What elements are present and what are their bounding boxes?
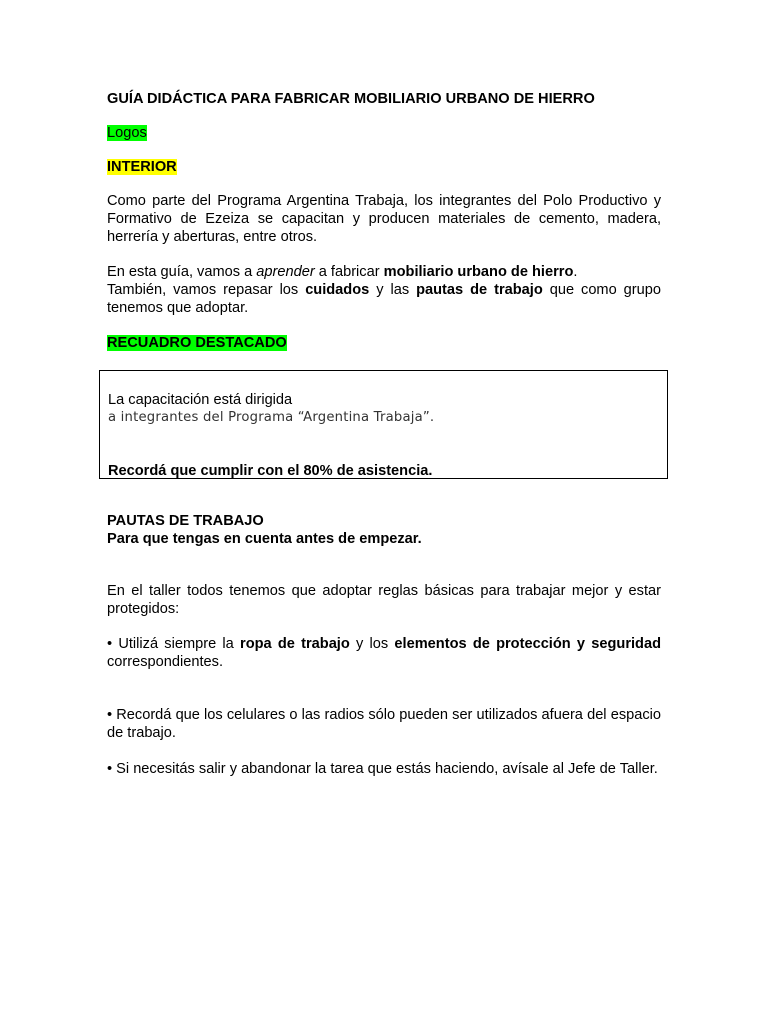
bold-cuidados: cuidados	[305, 282, 370, 298]
box-note: Recordá que cumplir con el 80% de asistencia.	[108, 463, 433, 479]
highlight-box-marker	[107, 334, 287, 352]
interior-label: INTERIOR	[107, 159, 177, 175]
work-rule-bullet-2: • Recordá que los celulares o las radios sólo pueden ser utilizados afuera del espacio de trabajo.	[107, 707, 661, 741]
bold-pautas: pautas de trabajo	[416, 282, 543, 298]
highlight-box	[99, 370, 668, 479]
logos-marker	[107, 124, 147, 142]
bold-mobiliario: mobiliario urbano de hierro	[383, 264, 574, 280]
bold-ropa: ropa de trabajo	[240, 636, 350, 652]
work-rules-intro: En el taller todos tenemos que adoptar reglas básicas para trabajar mejor y estar protegidos:	[107, 583, 661, 617]
bold-elementos: elementos de protección y seguridad	[394, 636, 661, 652]
guide-paragraph: En esta guía, vamos a aprender a fabricar mobiliario urbano de hierro. También, vamos repasar los cuidados y las pautas de trabajo que como grupo tenemos que adoptar.	[107, 264, 661, 316]
box-line-1: La capacitación está dirigida	[108, 392, 293, 408]
box-line-2: a integrantes del Programa “Argentina Trabaja”.	[108, 410, 435, 425]
intro-paragraph: Como parte del Programa Argentina Trabaja, los integrantes del Polo Productivo y Formativo de Ezeiza se capacitan y producen materiales de cemento, madera, herrería y aberturas, entre otros.	[107, 193, 661, 245]
work-rule-bullet-1: • Utilizá siempre la ropa de trabajo y los elementos de protección y seguridad correspondientes.	[107, 636, 661, 670]
work-rules-subheading: Para que tengas en cuenta antes de empezar.	[107, 531, 422, 547]
highlight-box-label: RECUADRO DESTACADO	[107, 335, 287, 351]
document-title: GUÍA DIDÁCTICA PARA FABRICAR MOBILIARIO URBANO DE HIERRO	[107, 91, 595, 107]
interior-marker	[107, 158, 177, 176]
work-rule-bullet-3: • Si necesitás salir y abandonar la tarea que estás haciendo, avísale al Jefe de Taller.	[107, 761, 658, 777]
logos-label: Logos	[107, 125, 147, 141]
work-rules-heading: PAUTAS DE TRABAJO	[107, 513, 264, 529]
emphasis-aprender: aprender	[256, 264, 315, 280]
